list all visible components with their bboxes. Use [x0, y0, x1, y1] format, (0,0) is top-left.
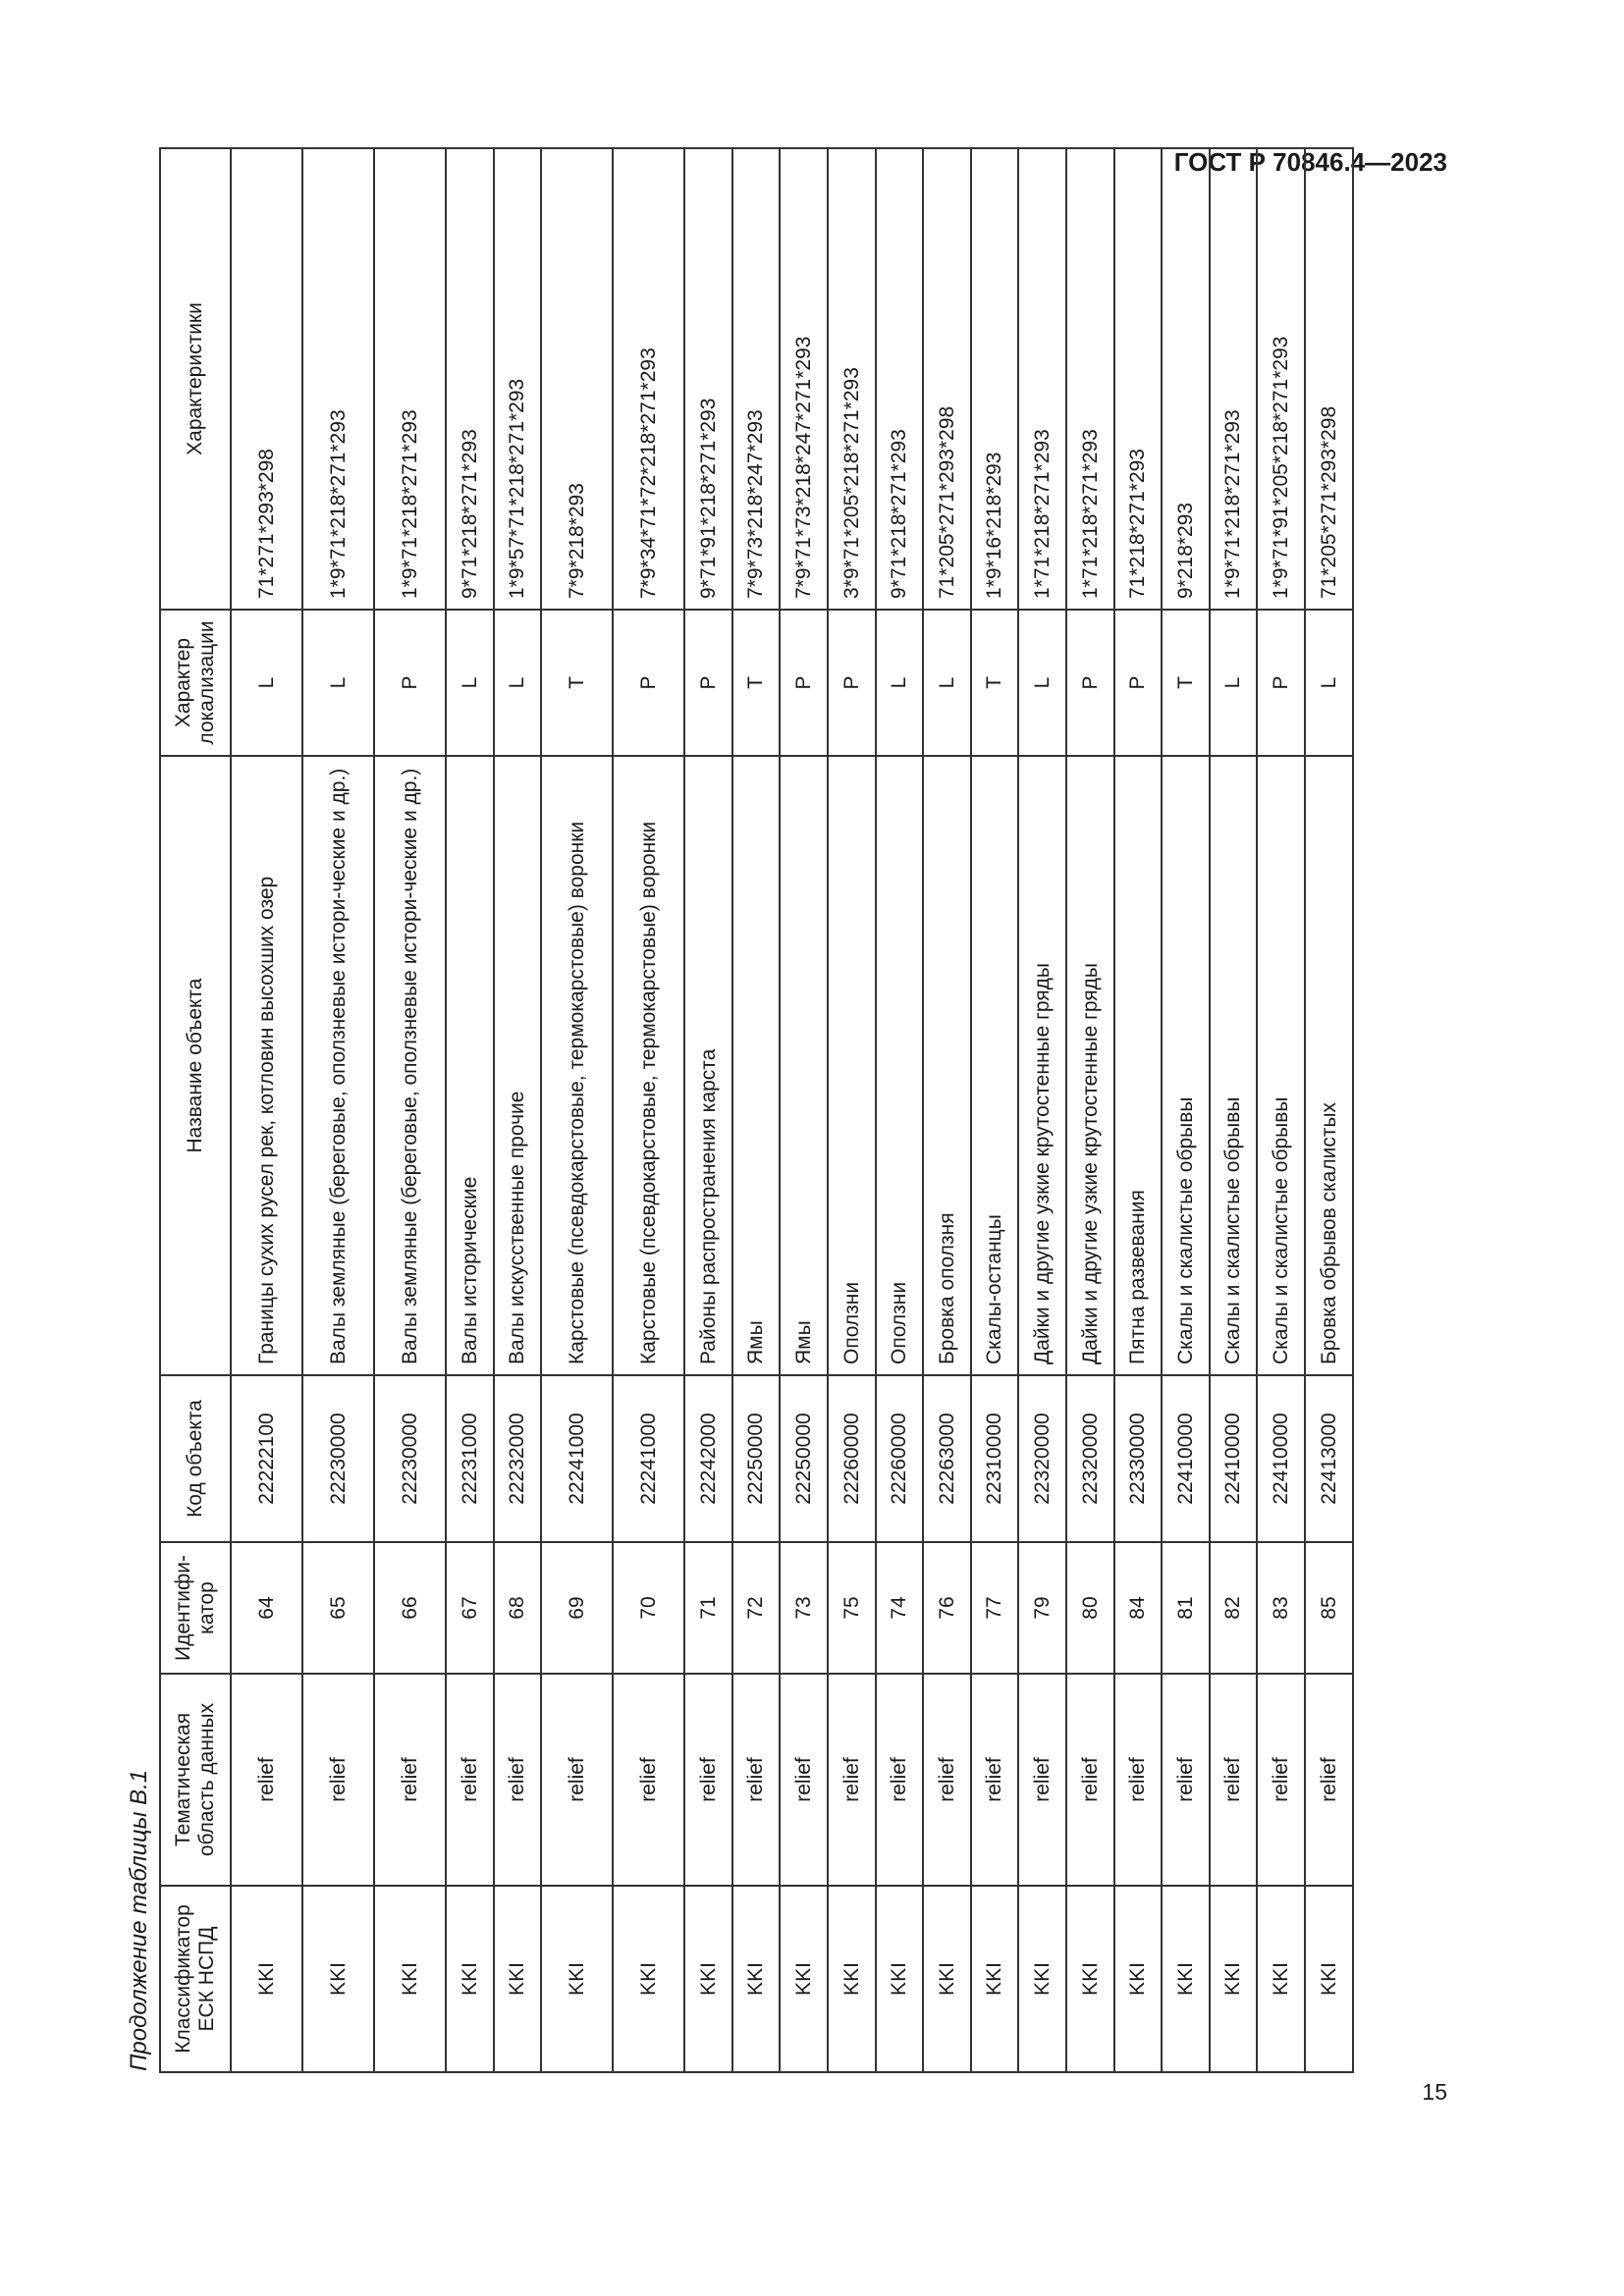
cell-localization: T	[971, 610, 1019, 756]
cell-object-name: Валы земляные (береговые, оползневые истори-ческие и др.)	[302, 756, 374, 1375]
cell-localization: P	[613, 610, 684, 756]
cell-thematic-area: relief	[302, 1674, 374, 1886]
cell-object-code: 22242000	[684, 1375, 732, 1542]
table-row	[494, 148, 542, 2072]
cell-classifier: KKI	[231, 1886, 302, 2072]
cell-characteristics: 1*9*71*218*271*293	[374, 148, 446, 610]
cell-object-name: Скалы и скалистые обрывы	[1210, 756, 1258, 1375]
cell-localization: P	[1257, 610, 1305, 756]
cell-object-code: 22230000	[374, 1375, 446, 1542]
cell-object-name: Скалы и скалистые обрывы	[1162, 756, 1210, 1375]
cell-characteristics: 71*218*271*293	[1114, 148, 1163, 610]
column-header-thematic-area: Тематическая область данных	[160, 1674, 231, 1886]
table-row	[684, 148, 732, 2072]
cell-classifier: KKI	[780, 1886, 828, 2072]
cell-classifier: KKI	[1114, 1886, 1163, 2072]
table-row	[1066, 148, 1114, 2072]
cell-identifier: 64	[231, 1542, 302, 1674]
cell-thematic-area: relief	[541, 1674, 613, 1886]
table-row	[1305, 148, 1353, 2072]
cell-thematic-area: relief	[1257, 1674, 1305, 1886]
cell-thematic-area: relief	[732, 1674, 781, 1886]
cell-identifier: 74	[876, 1542, 924, 1674]
cell-localization: T	[1162, 610, 1210, 756]
document-standard-number: ГОСТ Р 70846.4—2023	[1173, 147, 1447, 177]
table-row	[374, 148, 446, 2072]
cell-characteristics: 9*71*218*271*293	[876, 148, 924, 610]
cell-object-code: 22330000	[1114, 1375, 1163, 1542]
cell-characteristics: 1*71*218*271*293	[1018, 148, 1066, 610]
cell-object-name: Скалы и скалистые обрывы	[1257, 756, 1305, 1375]
table-row	[780, 148, 828, 2072]
cell-characteristics: 3*9*71*205*218*271*293	[828, 148, 876, 610]
cell-object-code: 22231000	[446, 1375, 494, 1542]
column-header-localization: Характер локализации	[160, 610, 231, 756]
cell-thematic-area: relief	[684, 1674, 732, 1886]
table-row	[302, 148, 374, 2072]
cell-thematic-area: relief	[876, 1674, 924, 1886]
cell-localization: P	[684, 610, 732, 756]
cell-object-name: Оползни	[876, 756, 924, 1375]
page-number: 15	[1422, 2079, 1447, 2105]
cell-classifier: KKI	[971, 1886, 1019, 2072]
cell-object-name: Районы распространения карста	[684, 756, 732, 1375]
cell-characteristics: 7*9*218*293	[541, 148, 613, 610]
table-row	[971, 148, 1019, 2072]
cell-object-code: 22310000	[971, 1375, 1019, 1542]
cell-object-name: Бровка оползня	[923, 756, 971, 1375]
cell-characteristics: 71*205*271*293*298	[1305, 148, 1353, 610]
cell-classifier: KKI	[732, 1886, 781, 2072]
cell-localization: L	[231, 610, 302, 756]
cell-localization: L	[446, 610, 494, 756]
cell-object-code: 22250000	[732, 1375, 781, 1542]
cell-identifier: 81	[1162, 1542, 1210, 1674]
table-row	[828, 148, 876, 2072]
cell-object-name: Валы исторические	[446, 756, 494, 1375]
table-body	[231, 148, 1353, 2072]
cell-characteristics: 9*218*293	[1162, 148, 1210, 610]
cell-identifier: 70	[613, 1542, 684, 1674]
cell-identifier: 79	[1018, 1542, 1066, 1674]
table-header-row	[160, 148, 231, 2072]
table-row	[876, 148, 924, 2072]
cell-object-code: 22241000	[613, 1375, 684, 1542]
cell-characteristics: 9*71*218*271*293	[446, 148, 494, 610]
cell-classifier: KKI	[684, 1886, 732, 2072]
cell-characteristics: 7*9*34*71*72*218*271*293	[613, 148, 684, 610]
cell-thematic-area: relief	[1210, 1674, 1258, 1886]
table-row	[1257, 148, 1305, 2072]
cell-object-code: 22222100	[231, 1375, 302, 1542]
cell-thematic-area: relief	[1162, 1674, 1210, 1886]
cell-characteristics: 1*9*71*218*271*293	[302, 148, 374, 610]
cell-characteristics: 71*271*293*298	[231, 148, 302, 610]
cell-object-name: Ямы	[732, 756, 781, 1375]
cell-characteristics: 1*9*57*71*218*271*293	[494, 148, 542, 610]
cell-object-name: Карстовые (псевдокарстовые, термокарстовые) воронки	[613, 756, 684, 1375]
cell-thematic-area: relief	[828, 1674, 876, 1886]
cell-characteristics: 7*9*73*218*247*293	[732, 148, 781, 610]
cell-identifier: 82	[1210, 1542, 1258, 1674]
cell-classifier: KKI	[541, 1886, 613, 2072]
cell-thematic-area: relief	[923, 1674, 971, 1886]
cell-classifier: KKI	[1162, 1886, 1210, 2072]
cell-identifier: 84	[1114, 1542, 1163, 1674]
cell-object-name: Бровка обрывов скалистых	[1305, 756, 1353, 1375]
column-header-characteristics: Характеристики	[160, 148, 231, 610]
table-row	[541, 148, 613, 2072]
cell-object-name: Скалы-останцы	[971, 756, 1019, 1375]
column-header-classifier: Классификатор ЕСК НСПД	[160, 1886, 231, 2072]
cell-characteristics: 1*9*71*91*205*218*271*293	[1257, 148, 1305, 610]
cell-characteristics: 71*205*271*293*298	[923, 148, 971, 610]
table-row	[1114, 148, 1163, 2072]
cell-identifier: 69	[541, 1542, 613, 1674]
column-header-object-name: Название объекта	[160, 756, 231, 1375]
cell-object-name: Ямы	[780, 756, 828, 1375]
cell-classifier: KKI	[374, 1886, 446, 2072]
cell-classifier: KKI	[302, 1886, 374, 2072]
cell-object-name: Карстовые (псевдокарстовые, термокарстовые) воронки	[541, 756, 613, 1375]
cell-identifier: 66	[374, 1542, 446, 1674]
cell-classifier: KKI	[1018, 1886, 1066, 2072]
cell-identifier: 68	[494, 1542, 542, 1674]
cell-thematic-area: relief	[1018, 1674, 1066, 1886]
cell-localization: P	[1114, 610, 1163, 756]
cell-characteristics: 1*71*218*271*293	[1066, 148, 1114, 610]
table-row	[1162, 148, 1210, 2072]
cell-thematic-area: relief	[1305, 1674, 1353, 1886]
cell-classifier: KKI	[494, 1886, 542, 2072]
table-caption: Продолжение таблицы В.1	[126, 1769, 152, 2071]
cell-object-name: Валы земляные (береговые, оползневые истори-ческие и др.)	[374, 756, 446, 1375]
cell-thematic-area: relief	[971, 1674, 1019, 1886]
cell-object-name: Пятна развевания	[1114, 756, 1163, 1375]
table-row	[923, 148, 971, 2072]
table-row	[1018, 148, 1066, 2072]
cell-object-name: Дайки и другие узкие крутостенные гряды	[1018, 756, 1066, 1375]
cell-localization: L	[302, 610, 374, 756]
cell-object-code: 22410000	[1210, 1375, 1258, 1542]
cell-object-code: 22320000	[1018, 1375, 1066, 1542]
cell-identifier: 80	[1066, 1542, 1114, 1674]
cell-classifier: KKI	[923, 1886, 971, 2072]
cell-characteristics: 1*9*71*218*271*293	[1210, 148, 1258, 610]
table-row	[446, 148, 494, 2072]
cell-localization: L	[1210, 610, 1258, 756]
column-header-identifier: Идентифи-катор	[160, 1542, 231, 1674]
cell-identifier: 71	[684, 1542, 732, 1674]
cell-identifier: 83	[1257, 1542, 1305, 1674]
table-row	[231, 148, 302, 2072]
cell-characteristics: 7*9*71*73*218*247*271*293	[780, 148, 828, 610]
cell-classifier: KKI	[446, 1886, 494, 2072]
cell-identifier: 73	[780, 1542, 828, 1674]
cell-localization: L	[923, 610, 971, 756]
cell-classifier: KKI	[613, 1886, 684, 2072]
cell-object-code: 22230000	[302, 1375, 374, 1542]
cell-localization: P	[780, 610, 828, 756]
cell-classifier: KKI	[1257, 1886, 1305, 2072]
cell-identifier: 75	[828, 1542, 876, 1674]
objects-table	[159, 147, 1354, 2073]
rotated-table-block	[120, 149, 1414, 2073]
cell-object-code: 22260000	[876, 1375, 924, 1542]
cell-object-code: 22413000	[1305, 1375, 1353, 1542]
cell-thematic-area: relief	[494, 1674, 542, 1886]
cell-identifier: 77	[971, 1542, 1019, 1674]
cell-object-code: 22410000	[1257, 1375, 1305, 1542]
cell-classifier: KKI	[1305, 1886, 1353, 2072]
cell-object-code: 22250000	[780, 1375, 828, 1542]
cell-classifier: KKI	[828, 1886, 876, 2072]
cell-localization: P	[1066, 610, 1114, 756]
cell-identifier: 72	[732, 1542, 781, 1674]
cell-object-code: 22241000	[541, 1375, 613, 1542]
cell-object-name: Границы сухих русел рек, котловин высохших озер	[231, 756, 302, 1375]
table-row	[732, 148, 781, 2072]
cell-object-name: Оползни	[828, 756, 876, 1375]
cell-thematic-area: relief	[613, 1674, 684, 1886]
cell-object-code: 22232000	[494, 1375, 542, 1542]
cell-thematic-area: relief	[780, 1674, 828, 1886]
cell-localization: L	[876, 610, 924, 756]
cell-identifier: 65	[302, 1542, 374, 1674]
cell-localization: L	[1018, 610, 1066, 756]
cell-localization: T	[541, 610, 613, 756]
cell-thematic-area: relief	[1066, 1674, 1114, 1886]
cell-classifier: KKI	[1210, 1886, 1258, 2072]
cell-thematic-area: relief	[446, 1674, 494, 1886]
cell-object-name: Дайки и другие узкие крутостенные гряды	[1066, 756, 1114, 1375]
cell-classifier: KKI	[876, 1886, 924, 2072]
cell-object-code: 22320000	[1066, 1375, 1114, 1542]
table-row	[1210, 148, 1258, 2072]
cell-thematic-area: relief	[1114, 1674, 1163, 1886]
cell-characteristics: 1*9*16*218*293	[971, 148, 1019, 610]
cell-classifier: KKI	[1066, 1886, 1114, 2072]
cell-identifier: 67	[446, 1542, 494, 1674]
cell-localization: L	[494, 610, 542, 756]
cell-thematic-area: relief	[231, 1674, 302, 1886]
table-row	[613, 148, 684, 2072]
column-header-object-code: Код объекта	[160, 1375, 231, 1542]
cell-thematic-area: relief	[374, 1674, 446, 1886]
cell-object-name: Валы искусственные прочие	[494, 756, 542, 1375]
cell-object-code: 22260000	[828, 1375, 876, 1542]
cell-characteristics: 9*71*91*218*271*293	[684, 148, 732, 610]
cell-object-code: 22263000	[923, 1375, 971, 1542]
cell-localization: L	[1305, 610, 1353, 756]
cell-identifier: 85	[1305, 1542, 1353, 1674]
cell-localization: P	[828, 610, 876, 756]
cell-object-code: 22410000	[1162, 1375, 1210, 1542]
cell-localization: P	[374, 610, 446, 756]
cell-localization: T	[732, 610, 781, 756]
cell-identifier: 76	[923, 1542, 971, 1674]
